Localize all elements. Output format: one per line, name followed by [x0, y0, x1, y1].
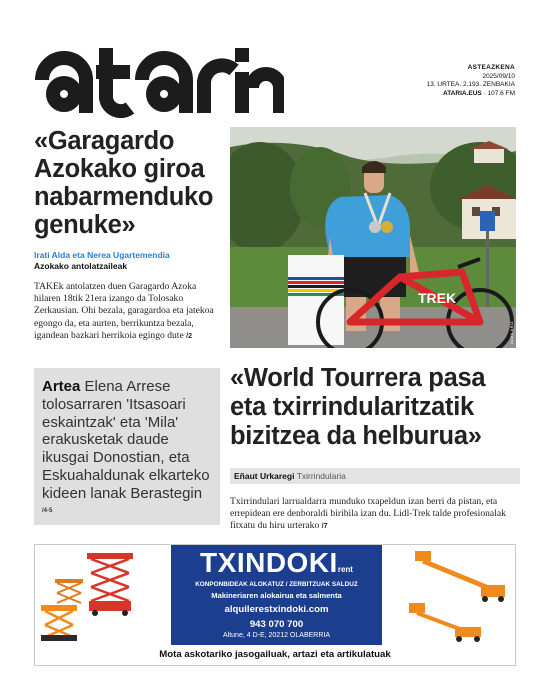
ad-phone[interactable]: 943 070 700: [249, 619, 304, 630]
issue-number: 13. URTEA. 2.193. ZENBAKIA: [426, 81, 515, 88]
masthead-meta: ASTEAZKENA 2025/09/10 13. URTEA. 2.193. ZENBAKIA ATARIA.EUS · 107.6 FM: [355, 64, 515, 98]
lead-body: [34, 281, 220, 343]
ad-brand-suffix: rent: [337, 565, 353, 574]
cyclist-byline-name: Eñaut Urkaregi: [234, 471, 295, 481]
ad-tagline: Mota askotariko jasogailuak, artazi eta artikulatuak: [159, 649, 391, 660]
scissor-lift-illustration: [35, 545, 171, 645]
ad-brand: [171, 548, 382, 585]
bike-brand: TREK: [418, 290, 457, 306]
day-of-week: ASTEAZKENA: [467, 64, 515, 71]
artea-summary: Elena Arrese tolosarraren 'Itsasoari eskaintzak' eta 'Mila' erakusketak daude ikusgai Donostian, eta Eskuahaldunak elkarteko kideen lanak Berastegin: [42, 378, 210, 502]
lead-body-text: TAKEk antolatzen duen Garagardo Azoka hilaren 18tik 21era izango da Tolosako Zerkausian. Ohi bezala, garagardoa eta jatekoa egongo da, eta aurten, berrikuntza bezala, igandean bazkari herrikoia egingo dute: [34, 281, 214, 341]
cyclist-headline[interactable]: «World Tourrera pasa eta txirrindularitzatik bizitzea da helburua»: [230, 364, 486, 450]
artea-kicker: Artea: [42, 378, 81, 395]
lead-page-ref[interactable]: /2: [186, 332, 192, 340]
logo-text: ataria: [34, 38, 37, 39]
ataria-logo: [34, 38, 284, 118]
cyclist-page-ref[interactable]: /7: [321, 523, 328, 531]
site-link[interactable]: ATARIA.EUS: [442, 89, 482, 97]
artea-page-ref[interactable]: /4-5: [42, 507, 53, 514]
ad-slogan: KONPONBIDEAK ALOKATUZ / ZERBITZUAK SALDUZ: [195, 581, 358, 588]
ad-address: Altune, 4 D-E, 20212 OLABERRIA: [223, 632, 330, 639]
lead-byline-role: Azokako antolatzaileak: [34, 261, 128, 271]
radio-frequency: 107.6 FM: [487, 89, 515, 97]
lead-headline[interactable]: «Garagardo Azokako giroa nabarmenduko genuke»: [34, 127, 214, 239]
cyclist-body: [230, 496, 522, 534]
cyclist-photo: [230, 127, 516, 348]
cyclist-body-text: Txirrindulari larrualdarra munduko txapeldun izan berri da pistan, eta errepidean ere denboraldi biribila izan du. Lidl-Trek talde profesionalak fitxatu du hiru urterako: [230, 496, 506, 532]
cyclist-byline: [230, 468, 520, 484]
artea-text: [42, 378, 212, 521]
ad-service: Makineriaren alokairua eta salmenta: [211, 591, 342, 600]
photo-credit: ALEX ARIZ: [509, 321, 514, 344]
txindoki-ad[interactable]: [34, 544, 516, 666]
cyclist-byline-role: Txirrindularia: [296, 471, 346, 481]
artea-box[interactable]: [34, 368, 220, 525]
edition-date: 2025/09/10: [482, 72, 515, 80]
ad-website-link[interactable]: alquilerestxindoki.com: [224, 604, 329, 615]
lead-byline: Irati Alda eta Nerea Ugartemendia: [34, 250, 170, 260]
ad-panel: [171, 545, 382, 645]
boom-lift-illustration: [395, 545, 515, 645]
ad-brand-name: TXINDOKI: [200, 547, 338, 578]
